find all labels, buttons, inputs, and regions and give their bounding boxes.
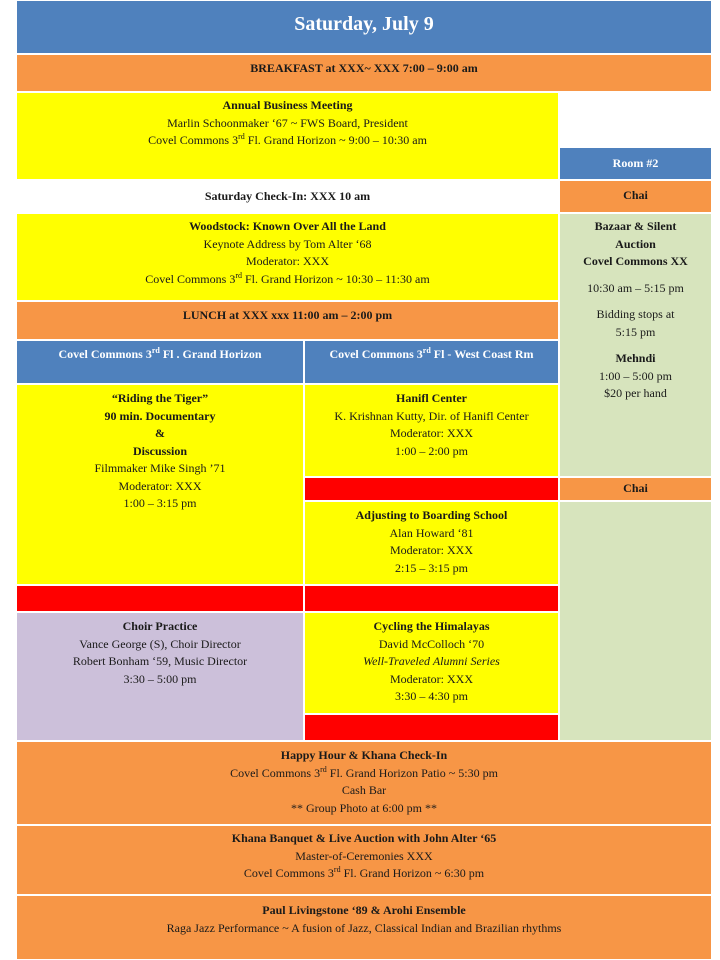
breakfast-row: BREAKFAST at XXX~ XXX 7:00 – 9:00 am xyxy=(16,54,712,92)
red-break-2 xyxy=(16,585,304,612)
column-header-left: Covel Commons 3rd Fl . Grand Horizon xyxy=(16,340,304,384)
paul-livingstone-row: Paul Livingstone ‘89 & Arohi Ensemble Raga Jazz Performance ~ A fusion of Jazz, Classical Indian and Brazilian rhythms xyxy=(16,895,712,960)
lunch-row: LUNCH at XXX xxx 11:00 am – 2:00 pm xyxy=(16,301,559,340)
red-break-3 xyxy=(304,585,559,612)
bazaar-cell: Bazaar & Silent Auction Covel Commons XX 10:30 am – 5:15 pm Bidding stops at 5:15 pm Mehndi 1:00 – 5:00 pm $20 per hand xyxy=(559,213,712,477)
page-title: Saturday, July 9 xyxy=(294,13,434,35)
hanifl-center-cell: Hanifl Center K. Krishnan Kutty, Dir. of Hanifl Center Moderator: XXX 1:00 – 2:00 pm xyxy=(304,384,559,477)
happy-hour-row: Happy Hour & Khana Check-In Covel Commons 3rd Fl. Grand Horizon Patio ~ 5:30 pm Cash Bar ** Group Photo at 6:00 pm ** xyxy=(16,741,712,825)
blank-cell xyxy=(559,92,712,147)
cycling-himalayas-cell: Cycling the Himalayas David McColloch ‘70 Well-Traveled Alumni Series Moderator: XXX 3:30 – 4:30 pm xyxy=(304,612,559,714)
business-meeting-cell: Annual Business Meeting Marlin Schoonmaker ‘67 ~ FWS Board, President Covel Commons 3rd Fl. Grand Horizon ~ 9:00 – 10:30 am xyxy=(16,92,559,180)
chai-cell-1: Chai xyxy=(559,180,712,213)
choir-practice-cell: Choir Practice Vance George (S), Choir Director Robert Bonham ‘59, Music Director 3:30 – 5:00 pm xyxy=(16,612,304,741)
red-break-1 xyxy=(304,477,559,501)
room2-header: Room #2 xyxy=(559,147,712,180)
riding-the-tiger-cell: “Riding the Tiger” 90 min. Documentary & Discussion Filmmaker Mike Singh ’71 Moderator: XXX 1:00 – 3:15 pm xyxy=(16,384,304,585)
schedule-header xyxy=(16,0,712,54)
woodstock-cell: Woodstock: Known Over All the Land Keynote Address by Tom Alter ‘68 Moderator: XXX Covel Commons 3rd Fl. Grand Horizon ~ 10:30 – 11:30 am xyxy=(16,213,559,301)
checkin-row: Saturday Check-In: XXX 10 am xyxy=(16,180,559,213)
boarding-school-cell: Adjusting to Boarding School Alan Howard ‘81 Moderator: XXX 2:15 – 3:15 pm xyxy=(304,501,559,585)
chai-cell-2: Chai xyxy=(559,477,712,501)
green-filler-cell xyxy=(559,501,712,741)
red-break-4 xyxy=(304,714,559,741)
banquet-row: Khana Banquet & Live Auction with John Alter ‘65 Master-of-Ceremonies XXX Covel Commons 3rd Fl. Grand Horizon ~ 6:30 pm xyxy=(16,825,712,895)
column-header-right: Covel Commons 3rd Fl - West Coast Rm xyxy=(304,340,559,384)
